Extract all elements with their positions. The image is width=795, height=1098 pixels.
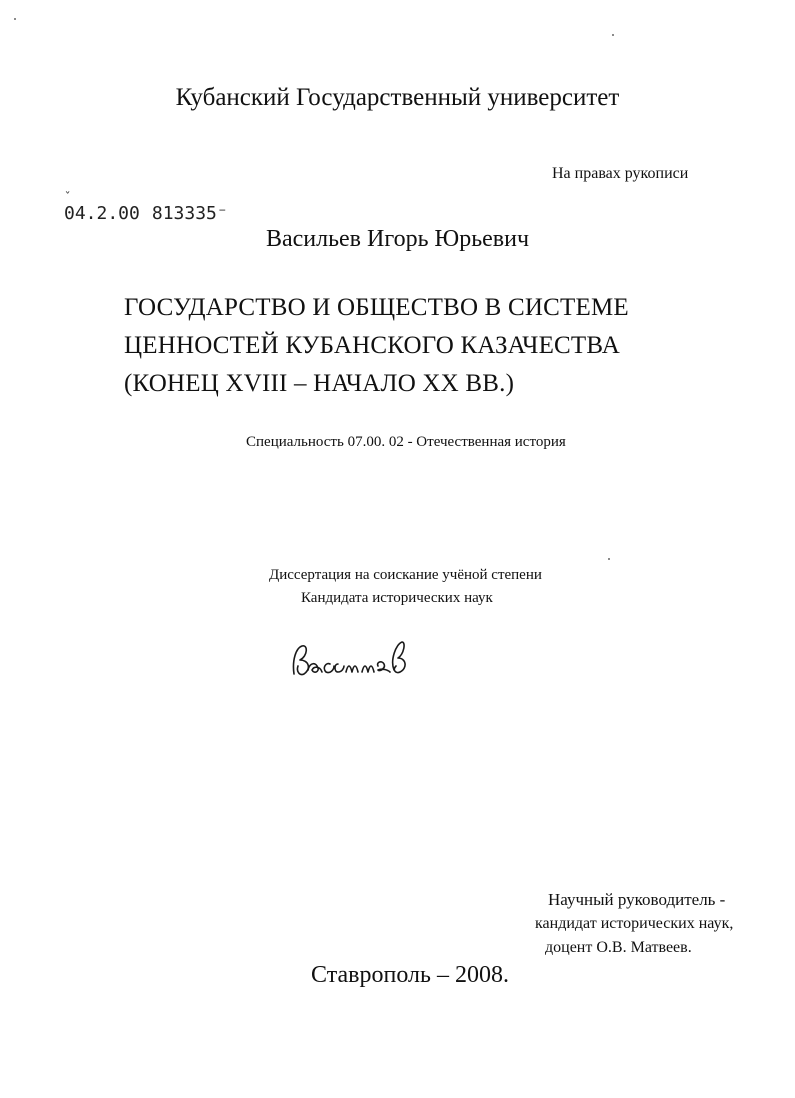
stamp-code-part2: 813335 (151, 203, 217, 224)
stamp-dash: ⁻ (216, 203, 228, 224)
scan-speck (612, 34, 614, 36)
advisor-line-1: Научный руководитель - (548, 890, 726, 909)
title-line-2: ЦЕННОСТЕЙ КУБАНСКОГО КАЗАЧЕСТВА (124, 332, 620, 359)
degree-line-1: Диссертация на соискание учёной степени (269, 567, 542, 583)
stamp-mark: ˇ (64, 190, 72, 204)
university-name: Кубанский Государственный университет (175, 84, 620, 111)
scientific-advisor (535, 888, 733, 960)
degree-line-2: Кандидата исторических наук (301, 590, 493, 606)
advisor-line-2: кандидат исторических наук, (535, 915, 734, 932)
degree-statement (269, 564, 542, 610)
title-line-3: (КОНЕЦ XVIII – НАЧАЛО XX ВВ.) (124, 370, 515, 397)
advisor-line-3: доцент О.В. Матвеев. (545, 939, 692, 956)
dissertation-title (124, 289, 629, 403)
scan-speck (608, 558, 610, 560)
rights-note: На правах рукописи (552, 165, 689, 182)
title-line-1: ГОСУДАРСТВО И ОБЩЕСТВО В СИСТЕМЕ (124, 294, 629, 321)
speciality-line: Специальность 07.00. 02 - Отечественная история (246, 434, 566, 450)
author-name: Васильев Игорь Юрьевич (265, 226, 530, 252)
registration-stamp (64, 203, 228, 224)
scan-speck (14, 18, 16, 20)
city-year: Ставрополь – 2008. (311, 962, 509, 988)
handwritten-signature (286, 630, 426, 690)
stamp-code-part1: 04.2.00 (64, 203, 140, 224)
